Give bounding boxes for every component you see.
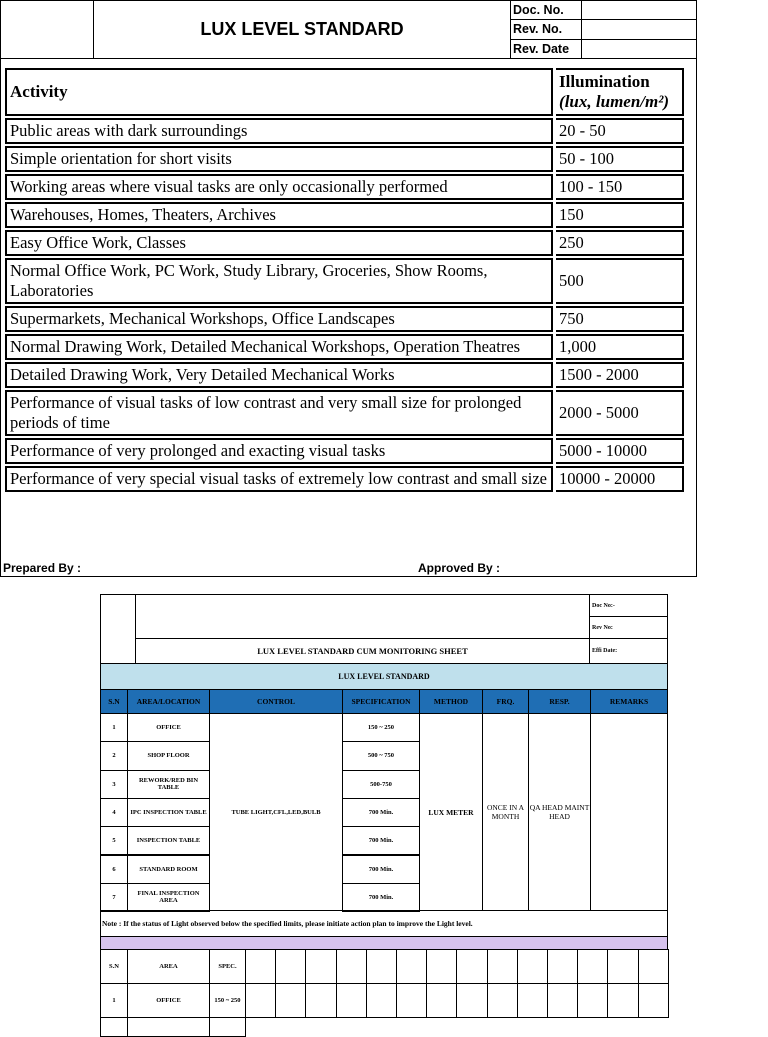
lux-table-row xyxy=(5,362,684,388)
row-spec: 500-750 xyxy=(342,770,420,799)
monitor-date-cell xyxy=(275,949,306,984)
row-area: INSPECTION TABLE xyxy=(127,826,210,855)
activity-cell: Working areas where visual tasks are only occasionally performed xyxy=(5,174,556,200)
activity-cell: Performance of visual tasks of low contrast and very small size for prolonged periods of time xyxy=(5,390,556,436)
monitor-next-row-cell xyxy=(209,1017,246,1037)
illumination-header-line1: Illumination xyxy=(559,72,650,91)
col-sn: S.N xyxy=(100,689,128,714)
responsibility-cell: QA HEAD MAINT HEAD xyxy=(528,713,591,911)
sheet-logo-placeholder xyxy=(100,594,136,664)
monitor-date-cell xyxy=(426,949,457,984)
activity-cell: Performance of very prolonged and exacting visual tasks xyxy=(5,438,556,464)
monitor-entry-cell[interactable] xyxy=(577,983,608,1018)
illumination-cell: 1,000 xyxy=(556,334,684,360)
monitor-row-sn: 1 xyxy=(100,983,128,1018)
rev-no-value xyxy=(582,20,697,39)
lux-table-row xyxy=(5,306,684,332)
row-spec: 700 Min. xyxy=(342,883,420,912)
rev-date-label: Rev. Date xyxy=(511,40,582,59)
row-sn: 2 xyxy=(100,741,128,770)
monitor-entry-cell[interactable] xyxy=(336,983,367,1018)
monitor-date-cell xyxy=(336,949,367,984)
col-frq: FRQ. xyxy=(482,689,529,714)
illumination-cell: 20 - 50 xyxy=(556,118,684,144)
lux-table-row xyxy=(5,258,684,304)
rev-no-label: Rev. No. xyxy=(511,20,582,39)
lux-table-row xyxy=(5,146,684,172)
monitor-entry-cell[interactable] xyxy=(547,983,578,1018)
form-title: LUX LEVEL STANDARD xyxy=(94,1,511,59)
lux-table-row xyxy=(5,334,684,360)
monitor-date-cell xyxy=(305,949,336,984)
doc-no-label: Doc. No. xyxy=(511,1,582,20)
monitor-entry-cell[interactable] xyxy=(396,983,427,1018)
monitor-entry-cell[interactable] xyxy=(366,983,397,1018)
method-cell: LUX METER xyxy=(419,713,483,911)
col-method: METHOD xyxy=(419,689,483,714)
lux-table-row xyxy=(5,174,684,200)
lux-table-row xyxy=(5,466,684,492)
logo-placeholder xyxy=(1,1,94,59)
illumination-cell: 5000 - 10000 xyxy=(556,438,684,464)
col-specification: SPECIFICATION xyxy=(342,689,420,714)
monitor-col-sn: S.N xyxy=(100,949,128,984)
activity-cell: Simple orientation for short visits xyxy=(5,146,556,172)
col-resp: RESP. xyxy=(528,689,591,714)
monitor-next-row-cell xyxy=(127,1017,210,1037)
activity-cell: Normal Office Work, PC Work, Study Library, Groceries, Show Rooms, Laboratories xyxy=(5,258,556,304)
illumination-cell: 150 xyxy=(556,202,684,228)
row-sn: 4 xyxy=(100,798,128,827)
activity-cell: Normal Drawing Work, Detailed Mechanical Workshops, Operation Theatres xyxy=(5,334,556,360)
lux-table-row xyxy=(5,230,684,256)
lux-table-row xyxy=(5,202,684,228)
illumination-cell: 100 - 150 xyxy=(556,174,684,200)
monitor-entry-cell[interactable] xyxy=(275,983,306,1018)
monitor-date-cell xyxy=(396,949,427,984)
row-sn: 5 xyxy=(100,826,128,855)
monitor-date-cell xyxy=(366,949,397,984)
activity-cell: Public areas with dark surroundings xyxy=(5,118,556,144)
row-spec: 700 Min. xyxy=(342,798,420,827)
row-sn: 7 xyxy=(100,883,128,912)
monitor-row-area: OFFICE xyxy=(127,983,210,1018)
row-area: FINAL INSPECTION AREA xyxy=(127,883,210,912)
row-spec: 150 ~ 250 xyxy=(342,713,420,742)
activity-cell: Supermarkets, Mechanical Workshops, Office Landscapes xyxy=(5,306,556,332)
col-area: AREA/LOCATION xyxy=(127,689,210,714)
activity-cell: Performance of very special visual tasks of extremely low contrast and small size xyxy=(5,466,556,492)
activity-cell: Detailed Drawing Work, Very Detailed Mechanical Works xyxy=(5,362,556,388)
row-area: OFFICE xyxy=(127,713,210,742)
doc-no-value xyxy=(582,1,697,20)
table-header-row xyxy=(5,68,684,116)
frequency-cell: ONCE IN A MONTH xyxy=(482,713,529,911)
sheet-rev-no: Rev No: xyxy=(589,616,668,639)
monitor-entry-cell[interactable] xyxy=(245,983,276,1018)
monitor-entry-cell[interactable] xyxy=(426,983,457,1018)
lux-table-row xyxy=(5,118,684,144)
activity-cell: Easy Office Work, Classes xyxy=(5,230,556,256)
row-spec: 500 ~ 750 xyxy=(342,741,420,770)
row-sn: 6 xyxy=(100,855,128,884)
row-sn: 3 xyxy=(100,770,128,799)
monitor-date-cell xyxy=(456,949,487,984)
approved-by-label: Approved By : xyxy=(418,561,501,575)
row-spec: 700 Min. xyxy=(342,826,420,855)
monitor-date-cell xyxy=(607,949,638,984)
illumination-cell: 250 xyxy=(556,230,684,256)
row-area: REWORK/RED BIN TABLE xyxy=(127,770,210,799)
row-area: STANDARD ROOM xyxy=(127,855,210,884)
activity-header: Activity xyxy=(5,68,556,116)
monitor-entry-cell[interactable] xyxy=(607,983,638,1018)
monitor-col-area: AREA xyxy=(127,949,210,984)
sheet-header-blank xyxy=(135,594,590,639)
note-text: Note : If the status of Light observed below the specified limits, please initiate action plan to improve the Light level. xyxy=(100,910,668,937)
row-spec: 700 Min. xyxy=(342,855,420,884)
monitor-entry-cell[interactable] xyxy=(517,983,548,1018)
lux-table-row xyxy=(5,390,684,436)
illumination-header xyxy=(556,68,684,116)
prepared-by-label: Prepared By : xyxy=(3,561,82,575)
sheet-title: LUX LEVEL STANDARD CUM MONITORING SHEET xyxy=(135,638,590,664)
monitor-entry-cell[interactable] xyxy=(487,983,518,1018)
monitor-row-spec: 150 ~ 250 xyxy=(209,983,246,1018)
purple-band xyxy=(100,936,668,950)
remarks-cell xyxy=(590,713,668,911)
illumination-cell: 10000 - 20000 xyxy=(556,466,684,492)
monitor-date-cell xyxy=(547,949,578,984)
monitor-date-cell xyxy=(245,949,276,984)
lux-level-table xyxy=(5,66,684,494)
monitor-entry-cell[interactable] xyxy=(305,983,336,1018)
lux-table-row xyxy=(5,438,684,464)
illumination-cell: 50 - 100 xyxy=(556,146,684,172)
row-area: IPC INSPECTION TABLE xyxy=(127,798,210,827)
form-header xyxy=(1,1,697,59)
illumination-cell: 1500 - 2000 xyxy=(556,362,684,388)
activity-cell: Warehouses, Homes, Theaters, Archives xyxy=(5,202,556,228)
rev-date-value xyxy=(582,40,697,59)
monitor-date-cell xyxy=(577,949,608,984)
illumination-cell: 750 xyxy=(556,306,684,332)
illumination-cell: 500 xyxy=(556,258,684,304)
monitoring-sheet xyxy=(100,594,668,1024)
monitor-date-cell xyxy=(517,949,548,984)
sheet-doc-no: Doc No:- xyxy=(589,594,668,617)
monitor-entry-cell[interactable] xyxy=(456,983,487,1018)
control-cell: TUBE LIGHT,CFL,LED,BULB xyxy=(209,713,343,911)
row-area: SHOP FLOOR xyxy=(127,741,210,770)
section-title: LUX LEVEL STANDARD xyxy=(100,663,668,690)
sheet-effi-date: Effi Date: xyxy=(589,638,668,664)
col-control: CONTROL xyxy=(209,689,343,714)
illumination-header-line2: (lux, lumen/m²) xyxy=(559,92,669,111)
monitor-entry-cell[interactable] xyxy=(638,983,669,1018)
illumination-cell: 2000 - 5000 xyxy=(556,390,684,436)
monitor-date-cell xyxy=(487,949,518,984)
monitor-next-row-cell xyxy=(100,1017,128,1037)
row-sn: 1 xyxy=(100,713,128,742)
col-remarks: REMARKS xyxy=(590,689,668,714)
monitor-col-spec: SPEC. xyxy=(209,949,246,984)
monitor-date-cell xyxy=(638,949,669,984)
